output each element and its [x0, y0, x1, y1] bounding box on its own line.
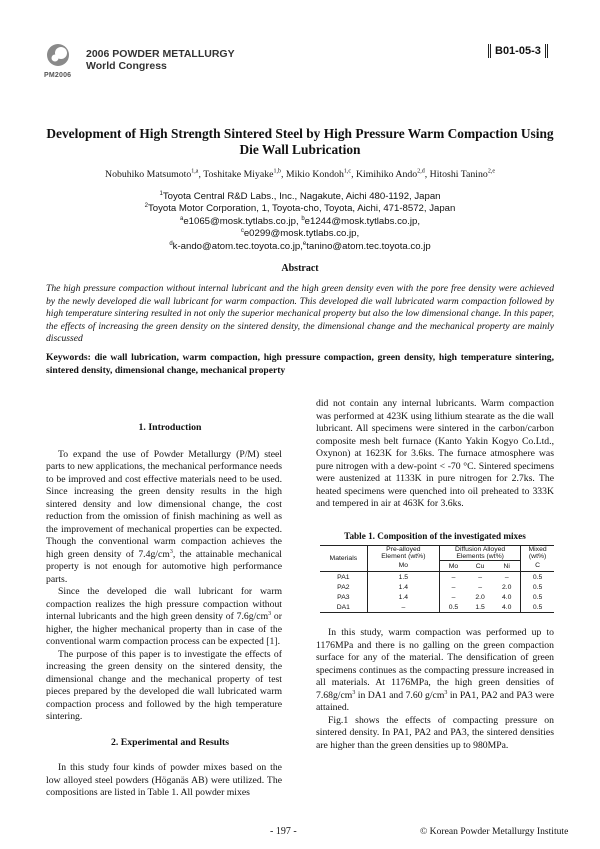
pm2006-logo-icon	[44, 42, 72, 76]
paragraph: Fig.1 shows the effects of compacting pressure on sintered density. In PA1, PA2 and PA3, the sintered densities are higher than the green densities up to 980MPa.	[316, 714, 554, 751]
left-column	[46, 422, 282, 800]
table-header-cell: Materials	[320, 546, 367, 572]
keywords-text: : die wall lubrication, warm compaction, high pressure compaction, green density, high temperature sintering, sintered density, dimensional change, mechanical property	[46, 352, 554, 376]
table-cell: –	[440, 572, 467, 583]
section-heading: 1. Introduction	[138, 422, 202, 433]
table-cell: 4.0	[493, 602, 520, 613]
table-header-row	[320, 546, 554, 561]
table-cell: 0.5	[521, 572, 554, 583]
table-header-cell: Mo	[440, 561, 467, 572]
table-cell: PA1	[337, 573, 350, 581]
table-cell: 0.5	[440, 602, 467, 613]
table-header-cell: Pre-alloyed Element (wt%)	[367, 546, 439, 561]
page-number: - 197 -	[270, 826, 297, 837]
table-header-cell: Mo	[367, 561, 439, 572]
paper-id: B01-05-3	[488, 44, 548, 58]
table-cell: 0.5	[521, 602, 554, 613]
table-header-cell: Mixed (wt%)	[521, 546, 554, 561]
author: Toshitake Miyake	[203, 169, 274, 180]
table-cell: DA1	[320, 602, 367, 613]
logo-text: PM2006	[44, 72, 72, 79]
right-column-bottom	[316, 627, 554, 752]
table-cell: 4.0	[501, 593, 512, 601]
table-header-cell: Diffusion Alloyed Elements (wt%)	[440, 546, 521, 561]
paragraph: To expand the use of Powder Metallurgy (P/M) steel parts to new applications, the mechanical performance needs to be improved and cost effective materials need to be used. Since increasing the green density results in the high sintered density and low dimensional change, the cost reduction from the omission of finish machining as well as the improvement of mechanical properties can be expected. Though the conventional warm compaction achieves the high green density of $7.4g/cm^3$, the attainable mechanical property is not enough for automotive high performance parts.	[46, 448, 283, 585]
table-cell: –	[504, 573, 509, 581]
email-d: k-ando@atom.tec.toyota.co.jp,	[172, 240, 303, 252]
table-row	[320, 582, 554, 592]
table-row	[320, 602, 554, 613]
table-cell: –	[440, 582, 467, 592]
email-a: e1065@mosk.tytlabs.co.jp,	[183, 215, 302, 227]
paragraph: did not contain any internal lubricants. Warm compaction was performed at 423K using lithium stearate as the die wall lubricant. All specimens were sintered in the carbon/carbon composite mesh belt furnace (Kanto Yakin Kogyo Co.Ltd., Oxynon) at 1623K for 3.6ks. The furnace atmosphere was pure nitrogen with a dew-point < -70 °C. Sintered specimens were austenized at 1133K in pure nitrogen for 2.7ks. The heated specimens were quenched into oil preheated to 333K and tempered in air at 463K for 3.6ks.	[316, 398, 554, 509]
email-b: e1244@mosk.tytlabs.co.jp,	[304, 215, 420, 227]
conference-line-1: 2006 POWDER METALLURGY	[86, 48, 235, 60]
author: Nobuhiko Matsumoto	[105, 169, 192, 180]
composition-table	[320, 545, 554, 613]
paragraph: The purpose of this paper is to investigate the effects of increasing the green density on the sintered density, the dimensional change and the mechanical property of test pieces prepared by the developed die wall lubricated warm compaction process and followed by the high temperature sintering.	[46, 648, 282, 722]
table-cell: 1.5	[467, 602, 493, 613]
keywords-label: Keywords	[46, 352, 88, 363]
table-cell: 1.4	[367, 592, 439, 602]
table-cell: PA2	[337, 583, 350, 591]
right-column-top	[316, 398, 554, 511]
author: Kimihiko Ando	[355, 169, 418, 180]
table-header-cell: Cu	[467, 561, 493, 572]
table-cell: 0.5	[521, 582, 554, 592]
author: Mikio Kondoh	[285, 169, 344, 180]
conference-name	[86, 48, 235, 72]
abstract-heading: Abstract	[281, 263, 319, 274]
abstract-text: The high pressure compaction without internal lubricant and the high green density even with the pore free density were achieved by the newly developed die wall lubricant for warm compaction. This developed die wall lubricated warm compaction followed by high temperature sintering resulted in not only the superior mechanical property but also the low dimensional change. In this paper, the effects of increasing the green density on the sintered density, the dimensional change and the mechanical property are mainly discussed	[46, 283, 554, 345]
table-caption: Table 1. Composition of the investigated mixes	[344, 531, 526, 541]
table-cell: PA3	[337, 593, 350, 601]
section-heading: 2. Experimental and Results	[110, 736, 230, 748]
affiliation-1: Toyota Central R&D Labs., Inc., Nagakute, Aichi 480-1192, Japan	[162, 191, 441, 202]
copyright: © Korean Powder Metallurgy Institute	[420, 826, 569, 837]
table-cell: –	[367, 602, 439, 613]
table-cell: –	[478, 573, 482, 581]
author-list: Nobuhiko Matsumoto$^{1,a}$, Toshitake Miyake$^{1,b}$, Mikio Kondoh$^{1,c}$, Kimihiko Ando$^{2,d}$, Hitoshi Tanino$^{2,e}$	[105, 168, 495, 180]
paper-title: Development of High Strength Sintered Steel by High Pressure Warm Compaction Using Die Wall Lubrication	[46, 126, 554, 157]
table-cell: 1.4	[367, 582, 439, 592]
table-cell: –	[440, 592, 467, 602]
conference-line-2: World Congress	[86, 60, 167, 72]
email-c: e0299@mosk.tytlabs.co.jp,	[243, 228, 360, 240]
table-cell: 0.5	[521, 592, 554, 602]
author: Hitoshi Tanino	[429, 169, 488, 180]
paragraph: Since the developed die wall lubricant for warm compaction realizes the high pressure compaction without internal lubricants and the high green density of $7.6g/cm^3$ or higher, the higher mechanical property than in case of the conventional warm compaction process can be expected [1].	[46, 586, 282, 647]
table-cell: 2.0	[475, 593, 485, 601]
paragraph: In this study, warm compaction was performed up to 1176MPa and there is no galling on the green compaction surface for any of the material. The densification of green specimens continues as the compacting pressure increased in all materials. At 1176MPa, the high green densities of $7.68g/cm^3$ in DA1 and 7.60 $g/cm^3$ in PA1, PA2 and PA3 were attained.	[316, 627, 554, 713]
paragraph: In this study four kinds of powder mixes based on the low alloyed steel powders (Höganäs AB) were utilized. The compositions are listed in Table 1. All powder mixes	[46, 762, 282, 798]
table-cell: –	[478, 583, 482, 591]
table-cell: 1.5	[367, 572, 439, 583]
keywords	[46, 352, 554, 377]
table-cell: 2.0	[501, 583, 512, 591]
affiliation-2: Toyota Motor Corporation, 1, Toyota-cho, Toyota, Aichi, 471-8572, Japan	[147, 203, 456, 215]
table-header-cell: Ni	[493, 561, 520, 572]
email-e: tanino@atom.tec.toyota.co.jp	[306, 240, 431, 252]
table-row	[320, 572, 554, 583]
table-row	[320, 592, 554, 602]
affiliations: $^1$Toyota Central R&D Labs., Inc., Nagakute, Aichi 480-1192, Japan $^2$Toyota Motor Corporation, 1, Toyota-cho, Toyota, Aichi, 471-8572, Japan $^a$e1065@mosk.tytlabs.co.jp, $^b$e1244@mosk.tytlabs.co.jp, $^c$e0299@mosk.tytlabs.co.jp, $^d$k-ando@atom.tec.toyota.co.jp,$^e$tanino@atom.tec.toyota.co.jp	[144, 190, 456, 252]
table-header-cell: C	[521, 561, 554, 572]
